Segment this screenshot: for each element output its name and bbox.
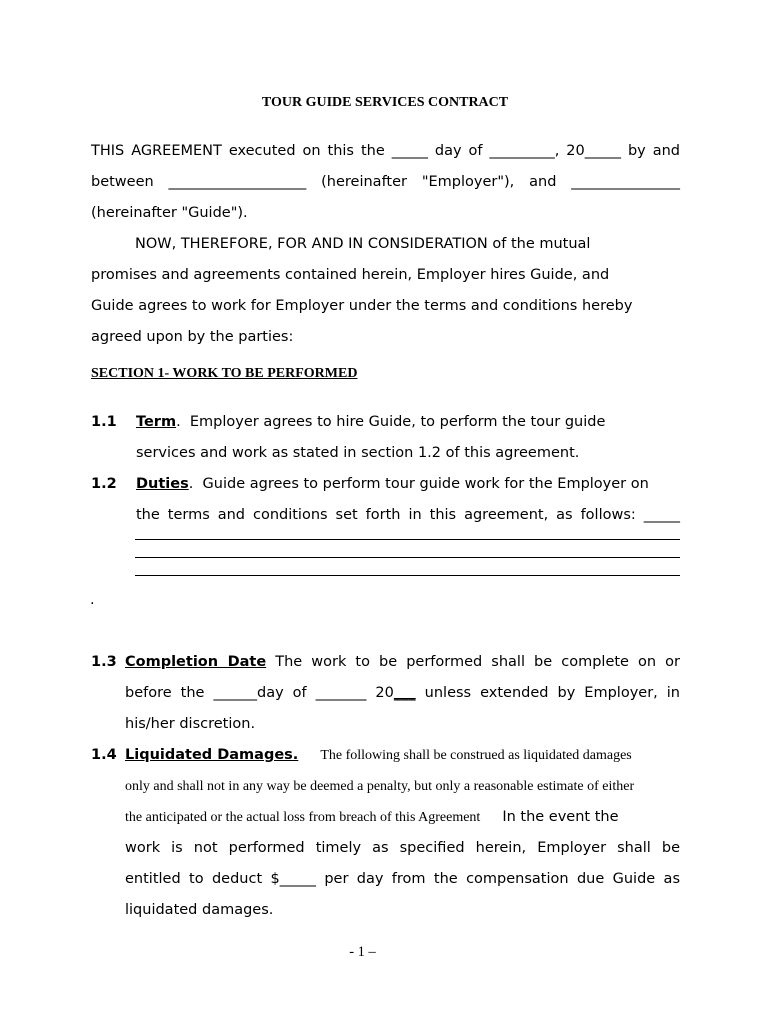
intro-line-3: (hereinafter "Guide"). <box>91 205 248 221</box>
clause-1-4-line-4: work is not performed timely as specified herein, Employer shall be <box>125 840 680 856</box>
clause-1-2-text: . Guide agrees to perform tour guide work for the Employer on <box>188 476 649 492</box>
clause-1-4-line-1 <box>125 745 632 766</box>
clause-1-3-line-3: his/her discretion. <box>125 716 256 732</box>
duties-blank-line-1 <box>135 539 680 540</box>
recital-line-1: NOW, THEREFORE, FOR AND IN CONSIDERATION of the mutual <box>135 236 591 252</box>
duties-blank-line-3 <box>135 575 680 576</box>
clause-1-4-line-3-b: In the event the <box>502 809 619 825</box>
clause-1-3-line-2-b: unless extended by Employer, in <box>415 685 680 701</box>
clause-1-3-term: Completion Date <box>125 654 267 670</box>
intro-line-2: between ___________________ (hereinafter "Employer"), and _______________ <box>91 174 680 190</box>
clause-1-3-line-2 <box>125 683 680 703</box>
clause-1-3-year-blank: ___ <box>393 685 416 701</box>
clause-1-1-line-1 <box>136 412 605 432</box>
clause-1-1-number: 1.1 <box>91 414 117 430</box>
recital-line-4: agreed upon by the parties: <box>91 329 294 345</box>
clause-1-3-line-2-a: before the ______day of _______ 20 <box>125 685 394 701</box>
clause-1-2-line-2: the terms and conditions set forth in this agreement, as follows: _____ <box>136 507 680 523</box>
clause-1-4-text: The following shall be construed as liquidated damages <box>320 748 632 763</box>
clause-1-3-line-1 <box>125 652 680 672</box>
clause-1-2-term: Duties <box>136 476 189 492</box>
clause-1-1-text: . Employer agrees to hire Guide, to perform the tour guide <box>176 414 606 430</box>
clause-1-3-number: 1.3 <box>91 654 117 670</box>
intro-line-1: THIS AGREEMENT executed on this the _____ day of _________, 20_____ by and <box>91 143 680 159</box>
page-number: - 1 – <box>349 944 376 960</box>
stray-period: . <box>90 592 95 608</box>
clause-1-2-number: 1.2 <box>91 476 117 492</box>
clause-1-4-line-6: liquidated damages. <box>125 902 274 918</box>
recital-line-2: promises and agreements contained herein, Employer hires Guide, and <box>91 267 610 283</box>
clause-1-2-line-1 <box>136 474 649 494</box>
clause-1-4-line-5: entitled to deduct $_____ per day from the compensation due Guide as <box>125 871 680 887</box>
document-title: TOUR GUIDE SERVICES CONTRACT <box>261 95 509 110</box>
section-1-heading: SECTION 1- WORK TO BE PERFORMED <box>91 366 358 381</box>
clause-1-4-line-3-a: the anticipated or the actual loss from breach of this Agreement <box>125 810 481 825</box>
clause-1-4-term: Liquidated Damages. <box>125 747 299 763</box>
clause-1-3-text: The work to be performed shall be complete on or <box>266 654 680 670</box>
duties-blank-line-2 <box>135 557 680 558</box>
recital-line-3: Guide agrees to work for Employer under the terms and conditions hereby <box>91 298 633 314</box>
clause-1-4-number: 1.4 <box>91 747 117 763</box>
clause-1-1-term: Term <box>136 414 177 430</box>
clause-1-1-line-2: services and work as stated in section 1.2 of this agreement. <box>136 445 580 461</box>
clause-1-4-line-2: only and shall not in any way be deemed a penalty, but only a reasonable estimate of either <box>125 779 635 794</box>
clause-1-4-line-3 <box>125 807 619 828</box>
